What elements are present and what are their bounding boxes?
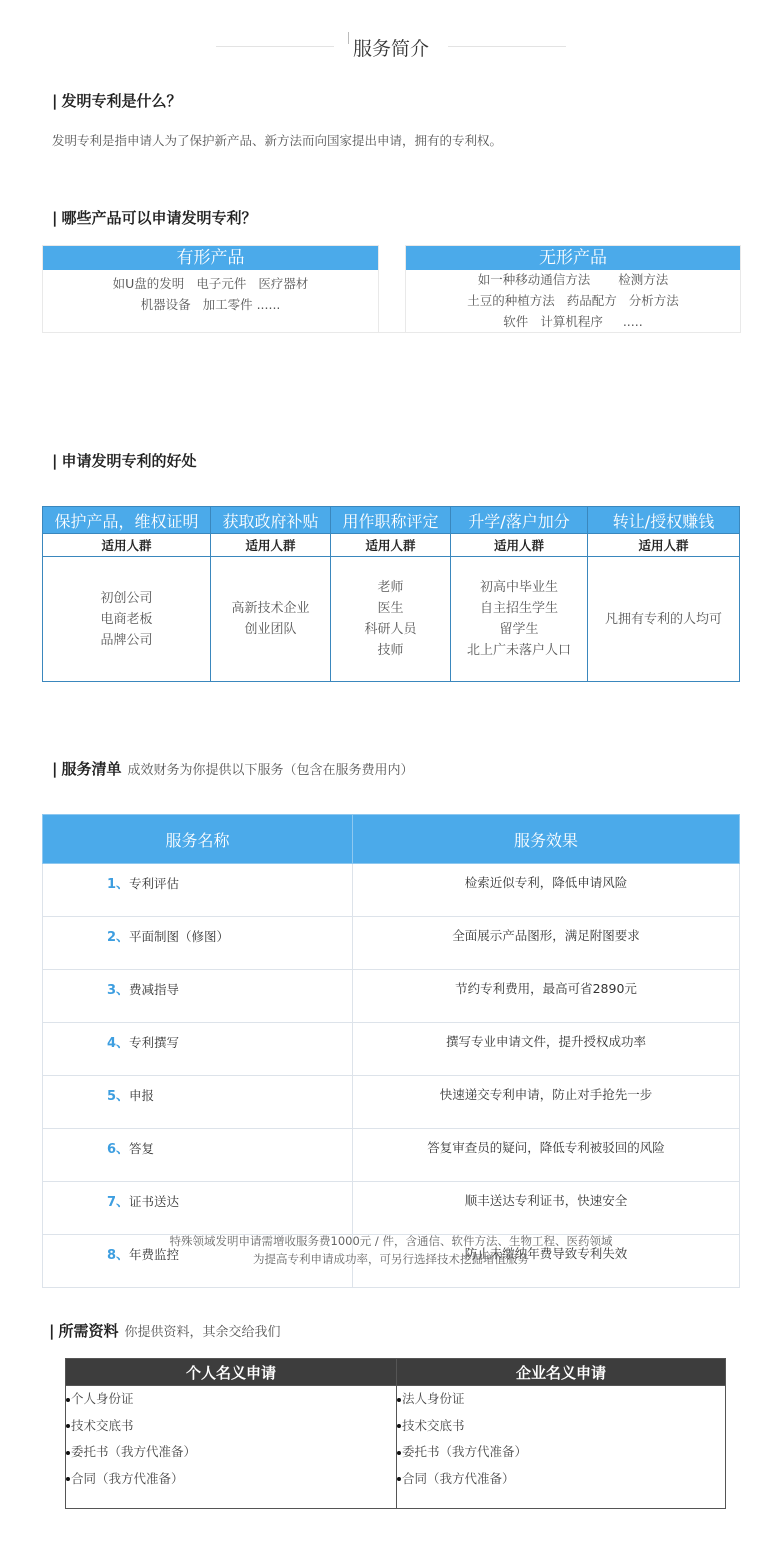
bullet-icon [397,1424,401,1428]
section-docs-heading [49,1320,281,1341]
person-type: 科研人员 [364,622,417,637]
product-item: 机器设备 [140,297,191,312]
section-bar: | [49,1322,55,1340]
service-effect: 节约专利费用，最高可省2890元 [353,970,740,1023]
what-description: 发明专利是指申请人为了保护新产品、新方法而向国家提出申请，拥有的专利权。 [52,133,503,148]
person-type: 北上广未落户人口 [466,643,571,658]
benefits-body-row [43,557,740,682]
benefit-people [331,557,451,682]
table-row [43,864,740,917]
personal-docs-list [66,1386,397,1509]
bullet-icon [397,1398,401,1402]
service-note-2: 为提高专利申请成功率，可另行选择技术挖掘增值服务 [253,1252,529,1266]
section-benefit-heading [52,450,197,471]
person-type: 高新技术企业 [231,601,310,616]
section-bar: | [52,209,58,227]
product-item: 如一种移动通信方法 [477,272,591,287]
service-name [43,864,353,917]
benefit-title: 升学/落户加分 [451,507,588,534]
intangible-line-3 [406,311,740,332]
person-type: 品牌公司 [100,632,153,648]
list-item [397,1386,725,1413]
section-which-heading [52,207,257,228]
service-name-text: 申报 [129,1088,155,1103]
doc-item: 委托书（我方代准备） [402,1444,528,1459]
service-effect: 快速递交专利申请，防止对手抢先一步 [353,1076,740,1129]
services-table [42,814,740,1288]
table-row [43,917,740,970]
service-name-text: 费减指导 [129,982,180,997]
benefit-people [211,557,331,682]
section-title: 发明专利是什么？ [61,92,182,110]
table-row [43,1076,740,1129]
page-title: 服务简介 [352,38,429,60]
product-item: 分析方法 [628,293,679,308]
crowd-label: 适用人群 [588,534,740,557]
person-type: 凡拥有专利的人均可 [604,611,722,627]
benefit-title: 保护产品，维权证明 [43,507,211,534]
service-name-text: 平面制图（修图） [129,929,230,944]
benefit-people [451,557,588,682]
product-gap [379,269,406,333]
service-name-text: 专利评估 [129,876,180,891]
table-row [43,1129,740,1182]
list-item [66,1413,396,1440]
tangible-line-1 [43,273,378,294]
tangible-line-2 [43,294,378,315]
table-row [43,1182,740,1235]
section-title: 申请发明专利的好处 [61,452,197,470]
section-bar: | [52,760,58,778]
service-effect: 撰写专业申请文件，提升授权成功率 [353,1023,740,1076]
bullet-icon [66,1424,70,1428]
section-subtitle: 你提供资料，其余交给我们 [124,1325,281,1340]
list-item [397,1466,725,1493]
doc-item: 委托书（我方代准备） [71,1444,197,1459]
service-number: 7、 [107,1195,130,1210]
service-number: 4、 [107,1036,130,1051]
person-type: 老师 [377,580,404,595]
person-type: 留学生 [499,622,539,637]
docs-table [65,1358,726,1509]
service-name [43,1023,353,1076]
service-name-text: 证书送达 [129,1194,180,1209]
company-docs-list [397,1386,726,1509]
person-type: 技师 [377,643,404,658]
service-name [43,1076,353,1129]
crowd-label: 适用人群 [43,534,211,557]
product-item: 医疗器材 [258,276,309,291]
section-title: 所需资料 [58,1322,119,1340]
product-item: 土豆的种植方法 [467,293,555,308]
header-line-right [448,46,566,47]
product-item: 药品配方 [566,293,617,308]
person-type: 初高中毕业生 [479,580,558,595]
service-effect: 防止未缴纳年费导致专利失效 [353,1235,740,1288]
service-name-text: 年费监控 [129,1247,180,1262]
table-row [43,1023,740,1076]
col-service-effect: 服务效果 [353,815,740,864]
docs-body-row [66,1386,726,1509]
section-bar: | [52,452,58,470]
benefit-people [588,557,740,682]
benefit-title: 转让/授权赚钱 [588,507,740,534]
section-bar: | [52,92,58,110]
service-name [43,917,353,970]
crowd-label: 适用人群 [331,534,451,557]
section-service-heading [52,758,414,779]
service-effect: 检索近似专利，降低申请风险 [353,864,740,917]
col-service-name: 服务名称 [43,815,353,864]
bullet-icon [397,1451,401,1455]
service-number: 6、 [107,1142,130,1157]
doc-item: 技术交底书 [71,1417,134,1433]
doc-item: 个人身份证 [71,1391,134,1406]
section-title: 服务清单 [61,760,122,778]
person-type: 创业团队 [244,622,297,637]
personal-apply-title: 个人名义申请 [66,1359,397,1386]
service-number: 8、 [107,1248,130,1263]
benefits-crowd-row [43,534,740,557]
benefits-header-row [43,507,740,534]
section-what-heading [52,90,182,111]
bullet-icon [66,1398,70,1402]
section-title: 哪些产品可以申请发明专利？ [61,209,257,227]
service-effect: 全面展示产品图形，满足附图要求 [353,917,740,970]
product-item: 电子元件 [196,276,247,291]
list-item [397,1413,725,1440]
product-item: .....​ [622,314,643,329]
person-type: 初创公司 [100,590,153,606]
bullet-icon [66,1451,70,1455]
service-effect: 顺丰送达专利证书，快速安全 [353,1182,740,1235]
product-item: 加工零件 ...... [202,297,281,312]
benefit-people [43,557,211,682]
service-effect: 答复审查员的疑问，降低专利被驳回的风险 [353,1129,740,1182]
product-item: 软件 [503,314,529,329]
service-name-text: 答复 [129,1141,155,1156]
crowd-label: 适用人群 [451,534,588,557]
intangible-line-1 [406,269,740,290]
benefit-title: 用作职称评定 [331,507,451,534]
service-name [43,1182,353,1235]
service-name-text: 专利撰写 [129,1035,180,1050]
doc-item: 技术交底书 [402,1417,465,1433]
service-number: 1、 [107,877,130,892]
doc-item: 合同（我方代准备） [71,1470,184,1486]
list-item [66,1386,396,1413]
benefit-title: 获取政府补贴 [211,507,331,534]
service-note-1: 特殊领域发明申请需增收服务费1000元 / 件，含通信、软件方法、生物工程、医药领域 [169,1234,613,1248]
tangible-products-box [42,245,379,333]
service-name [43,970,353,1023]
service-number: 3、 [107,983,130,998]
table-row [43,970,740,1023]
list-item [66,1466,396,1493]
services-header-row [43,815,740,864]
intangible-line-2 [406,290,740,311]
product-item: 检测方法 [618,272,669,287]
section-subtitle: 成效财务为你提供以下服务（包含在服务费用内） [127,763,414,778]
bullet-icon [397,1477,401,1481]
service-number: 5、 [107,1089,130,1104]
tangible-products-title: 有形产品 [43,246,378,270]
doc-item: 法人身份证 [402,1391,465,1406]
benefits-table [42,506,740,682]
service-number: 2、 [107,930,130,945]
person-type: 医生 [377,601,404,616]
header-line-left [216,46,334,47]
intangible-products-title: 无形产品 [406,246,740,270]
bullet-icon [66,1477,70,1481]
product-item: 如U盘的发明 [112,276,185,291]
doc-item: 合同（我方代准备） [402,1470,515,1486]
person-type: 自主招生学生 [479,601,558,616]
person-type: 电商老板 [100,611,153,627]
list-item [66,1439,396,1466]
crowd-label: 适用人群 [211,534,331,557]
product-item: 计算机程序 [540,314,603,329]
service-name [43,1129,353,1182]
docs-header-row [66,1359,726,1386]
list-item [397,1439,725,1466]
intangible-products-box [405,245,741,333]
company-apply-title: 企业名义申请 [397,1359,726,1386]
